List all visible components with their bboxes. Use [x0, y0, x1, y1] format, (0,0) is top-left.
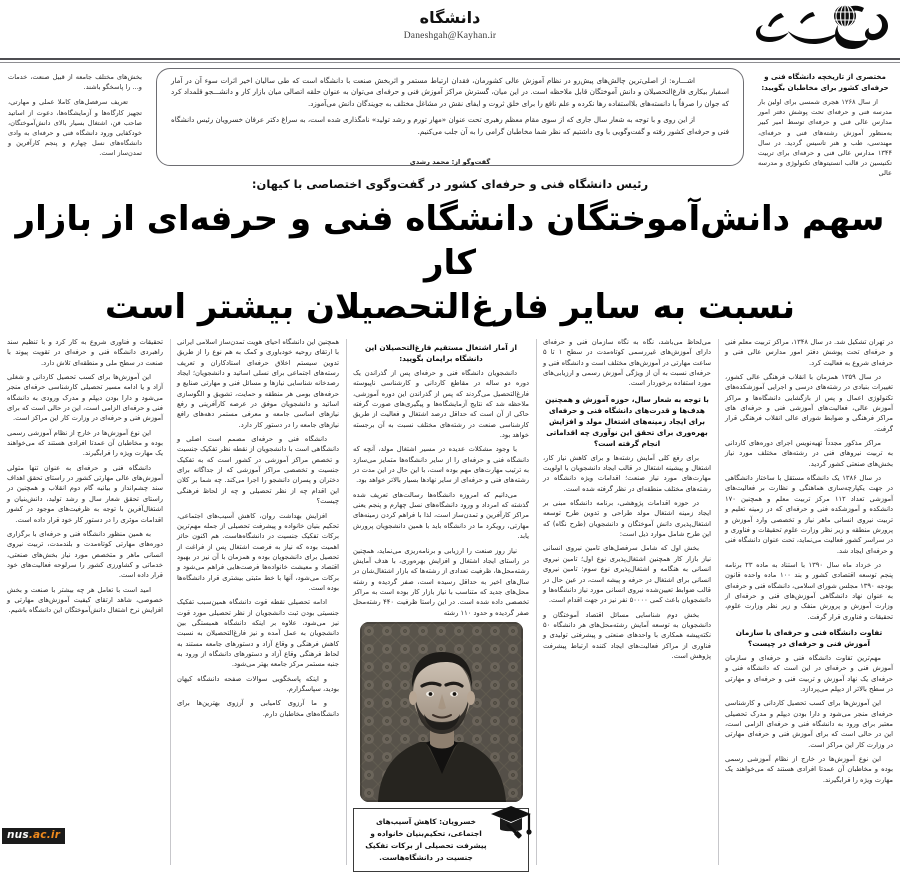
question-heading: با توجه به شعار سال، حوزه آموزش و همچنین هدف‌ها و قدرت‌های دانشگاه فنی و حرفه‌ای برای ایجاد زمینه‌های اشتغال مولد و افزایش بهره‌وری برای تحقق این نوآوری چه اقداماتی انجام گرفته است؟: [545, 394, 709, 448]
top-left-paragraph-2: تعریف سرفصل‌های کاملا عملی و مهارتی، تجهیز کارگاه‌ها و آزمایشگاه‌ها، دعوت از اساتید صاحب فن، اشتغال بسیار بالای دانش‌آموختگان، خودکفایی ورود دانشگاه فنی و حرفه‌ای به وادی دانشگاه‌های نسل چهارم و پنجم کارآفرین و تمدن‌ساز است.: [8, 98, 142, 158]
body-paragraph: برای رفع کلی آمایش رشته‌ها و برای کاهش نیاز کار، اشتغال و پیشینه اشتغال در قالب ایجاد دانشجویان با اولویت مهارت‌های مورد نیاز صنعت؛ اقدامات ویژه دانشگاه در رشته‌های مختلف منطقه‌ای در نظر گرفته شده است.: [543, 453, 711, 493]
body-paragraph: تحقیقات و فناوری شروع به کار کرد و با تنظیم سند راهبردی دانشگاه فنی و حرفه‌ای در تقویت پیوند با صنعت در سطح ملی و منطقه‌ای تلاش دارد.: [7, 338, 163, 367]
body-paragraph: دانشگاه فنی و حرفه‌ای به عنوان تنها متولی آموزش‌های عالی مهارتی کشور در راستای تحقق اهداف سند چشم‌انداز و بیانیه گام دوم انقلاب و همچنین در راستای تحقق شعار سال و رشد تولید، دانش‌بنیان و اشتغال‌آفرین با توجه به ظرفیت‌های موجود در کشور اقدامات موثری را در دستور کار خود قرار داده است.: [7, 463, 163, 524]
article-column-4: [170, 337, 346, 875]
body-paragraph: این آموزش‌ها برای کسب تحصیل کاردانی و شغلی آزاد و یا ادامه مسیر تحصیلی کارشناسی حرفه‌ای منجر می‌شود و دارا بودن دیپلم و مدرک ورودی به دانشگاه فنی و حرفه‌ای الزامی است، این در حالی است که برای آموزش فنی و حرفه‌ای در وزارت کار این مراکز است.: [7, 373, 163, 423]
article-headline: [0, 197, 900, 329]
site-watermark: [2, 828, 65, 844]
body-paragraph: در سال ۱۳۸۶ یک دانشگاه مستقل با ساختار دانشگاهی در جهت یکپارچه‌سازی هماهنگی و نظارت بر فعالیت‌های آموزشی تعداد ۱۱۲ مرکز تربیت معلم و همچنین ۱۷۰ دانشکده و آموزشکده فنی و حرفه‌ای که در زمینه تعلیم و تربیت نیروی انسانی ماهر نیاز و تخصصی وارد آموزش و پرورش منطقه و زیر نظر وزارت علوم تحقیقات و فناوری و در سراسر کشور فعالیت می‌نماید، تحت عنوان دانشگاه فنی و حرفه‌ای ایجاد شد.: [725, 474, 893, 555]
body-paragraph: مراکز مذکور مجدداً تهیه‌نویس اجرای دوره‌های کاردانی به تربیت نیروهای فنی در رشته‌های مختلف مورد نیاز بخش‌های صنعتی کشور گردید.: [725, 439, 893, 468]
body-paragraph: بخش دوم شناسایی مسائل اقتصاد آموختگان و دانشجویان به توسعه آمایش رشته‌محل‌های هر دانشگاه ۵۰ نکته‌پیشه همکاری با واحدهای صنعتی و پیشرفتی تولیدی و فناوری از مراکز فعالیت‌های ایجاد کننده ارتباط پیشرفت پژوهش است.: [543, 610, 711, 660]
question-heading: تفاوت دانشگاه فنی و حرفه‌ای با سازمان آموزش فنی و حرفه‌ای در چیست؟: [735, 627, 883, 648]
lead-paragraph-1: اشـــاره: از اصلی‌ترین چالش‌های پیش‌رو در نظام آموزش عالی کشورمان، فقدان ارتباط مستمر و اثربخش صنعت با دانشگاه است که طی سالیان اخیر اثرات سوء آن در آمار اسفبار بیکاری فارغ‌التحصیلان و دانش آموختگان قابل ملاحظه است. در این میان، گسترش مراکز آموزش فنی و حرفه‌ای می‌توان به عنوان حلقه اتصالی میان بازار کار و دانشـــجو قلمداد کرد که جوان را صرفاً با دانسته‌های بلااستفاده رها نکرده و علم نافع را برای خلق ثروت و ایفای نقش در مشاغل مختلف به جویندگان دانش می‌آموزد.: [171, 76, 729, 108]
pull-quote-text: خسرویان: کاهش آسیب‌های اجتماعی، تحکیم‌بنیان خانواده و پیشرفت تحصیلی از برکات تفکیک جنسیت در دانشگاه‌هاست.: [365, 816, 487, 862]
body-paragraph: می‌لحاظ می‌باشد، نگاه به نگاه سازمان فنی و حرفه‌ای دارای آموزش‌های غیررسمی کوتاه‌مدت در سطح ۱ تا ۵ ساعت مهارتی در آموزش‌های مختلف است و دانشگاه فنی و حرفه‌ای نسبت به آن از ویژگی آموزش رسمی و ارزیابی‌های مورد استفاده برخوردار است.: [543, 338, 711, 388]
portrait-photo: [360, 622, 523, 802]
article-column-5: [0, 337, 170, 875]
body-paragraph: دانشگاه فنی و حرفه‌ای مصمم است اصلی و دانشگاهی است با دانشجویان از نقطه نظر تفکیک جنسیت و تخصص مراکز آموزشی در کشور است که به تفکیک جنسیت و تخصصی مراکز آموزشی که از جداگانه برای دختران و پسران دانشجو را اجرا می‌کند. چه شما بر کلان این اقدام چه از نظر تحصیلی و چه از لحاظ فرهنگی چیست؟: [177, 435, 339, 506]
article-kicker: رئیس دانشگاه فنی و حرفه‌ای کشور در گفت‌وگوی اختصاصی با کیهان:: [251, 177, 649, 191]
body-paragraph: مهم‌ترین تفاوت دانشگاه فنی و حرفه‌ای و سازمان آموزش فنی و حرفه‌ای در این است که دانشگاه فنی و حرفه‌ای یک نهاد آموزش و تربیت فنی و حرفه‌ای و مهارتی در سطح بالاتر از دیپلم می‌پردازد.: [725, 653, 893, 693]
lead-box: [156, 68, 744, 166]
body-paragraph: در سال ۱۳۵۹ همزمان با انقلاب فرهنگی عالی کشور، تغییرات بنیادی در رشته‌های درسی و اجرایی آموزشکده‌های تکنولوژی اعمال و پس از بازگشایی دانشگاه‌ها و مراکز آموزش عالی، فعالیت‌های آموزشی فنی و حرفه‌ای های مراکز فرهنگی و ضوابط شورای عالی انقلاب فرهنگی قرار گرفت.: [725, 373, 893, 433]
page-title: دانشگاه: [419, 8, 481, 27]
body-paragraph: با وجود مشکلات عدیده در مسیر اشتغال مولد، آنچه که دانشگاه فنی و حرفه‌ای را از سایر دانشگاه‌ها متمایز می‌سازد به ترتیب مهارت‌های مهم بوده است، با این حال در این مدت در رشته‌های فنی و حرفه‌ای از سایر نهادها بسیار بالاتر خواهد بود.: [353, 445, 529, 485]
kayhan-logo: [742, 2, 892, 56]
body-paragraph: در حوزه اقدامات پژوهشی، برنامه دانشگاه مبنی بر ایجاد زمینه اشتغال مولد طراحی و تدوین طرح توسعه اشتغال‌پذیری دانش آموختگان و دانشجویان (طرح نگاه) که این طرح شامل موارد ذیل است:: [543, 499, 711, 539]
body-paragraph: می‌دانیم که امروزه دانشگاه‌ها رسالت‌های تعریف شده گذشته که امرداد و ورود دانشگاه‌های نسل چهارم و پنجم یعنی مراکز کارآفرین و تمدن‌ساز است، لذا با فراهم کردن زمینه‌های مهارتی، رویکرد ما در دانشگاه باید با همین دانشجویان پرورش یابد.: [353, 490, 529, 541]
body-paragraph: در خرداد ماه سال ۱۳۹۰ با استناد به ماده ۲۳ برنامه پنجم توسعه اقتصادی کشور و بند ۱۰۰ ماده واحده قانون بودجه ۱۳۹۰ مجلس شورای اسلامی، دانشگاه فنی و حرفه‌ای به عنوان نهاد دانشگاهی آموزش‌های فنی و حرفه‌ای از وزارت آموزش و پرورش منفک و زیر نظر وزارت علوم، تحقیقات و فناوری قرار گرفت.: [725, 560, 893, 621]
article-column-2: [536, 337, 718, 875]
body-paragraph: به همین منظور دانشگاه فنی و حرفه‌ای با برگزاری دوره‌های مهارتی کوتاه‌مدت و بلندمدت، تربیت نیروی انسانی ماهر و متخصص مورد نیاز بخش‌های صنعتی، خدماتی و کشاورزی کشور را سرلوحه فعالیت‌های خود قرار داده است.: [7, 529, 163, 580]
top-right-column: [750, 68, 900, 178]
watermark-text-light: nus: [7, 829, 29, 841]
article-column-3: [346, 337, 536, 875]
body-paragraph: همچنین این دانشگاه احیای هویت تمدن‌ساز اسلامی ایرانی با ارتقای روحیه خودباوری و کمک به هم نوع را از طریق تدوین سیستم اخلاق حرفه‌ای استادکاران و تعریف رسته‌های اجتماعی برای نسلی اساتید و دانشجویان؛ ایجاد رصدخانه شناسایی نیازها و مسائل فنی و مهارتی صنایع و حرفه‌های بومی هر منطقه و حمایت، تشویق و الگوسازی اساتید و دانشجویان موفق در عرصه کارآفرینی و رفع نیازهای اساسی جامعه و معرفی مستمر دهه‌های رافع نیازهای جامعه را در دستور کار دارد.: [177, 338, 339, 429]
body-paragraph: این نوع آموزش‌ها در خارج از نظام آموزشی رسمی بوده و مخاطبان آن عمدتا افرادی هستند که می‌خواهند یک مهارت ویژه را فرابگیرند.: [7, 428, 163, 458]
body-paragraph: بخش اول که شامل سرفصل‌های تامین نیروی انسانی نیاز بازار کار همچنین اشتغال‌پذیری نوع اول؛ تامین نیروی انسانی به هنگامه و اشتغال‌پذیری نوع سوم: تامین نیروی انسانی برای اشتغال در حرفه و پیشه است، در عین حال در قالب ضوابط تعیین‌شده نیروی انسانی مورد نیاز دانشگاه‌ها و دانشجویان باعث کمی ۵۰۰۰۰ نفر نیز در جهت اقدام است.: [543, 544, 711, 605]
body-paragraph: امید است با تعامل هر چه بیشتر با صنعت و بخش خصوصی، شاهد ارتقای کیفیت آموزش‌های مهارتی و افزایش نرخ اشتغال دانش‌آموختگان این دانشگاه باشیم.: [7, 585, 163, 615]
lead-wrapper: [150, 68, 750, 173]
body-paragraph: این نوع آموزش‌ها در خارج از نظام آموزشی رسمی بوده و مخاطبان آن عمدتا افرادی هستند که می‌خواهند یک مهارت ویژه را فرابگیرند.: [725, 755, 893, 784]
article-column-1: [718, 337, 900, 875]
body-paragraph: دانشجویان دانشگاه فنی و حرفه‌ای پس از گذراندن یک دوره دو ساله در مقاطع کاردانی و کارشناسی ناپیوسته فارغ‌التحصیل می‌گردند که پس از گذراندن این دوره آموزشی، ملاحظه شد که نتایج آزمایشگاه‌ها و پیگیری‌های صورت گرفته حاکی از آن است که حداقل درصد اشتغال و فعالیت از طریق کارشناسی صنعت در رشته‌های مختلف نسبت به آن برجسته خواهد بود.: [353, 369, 529, 440]
watermark-text-accent: .ac.ir: [28, 829, 61, 841]
body-paragraph: و ما آرزوی کامیابی و آرزوی بهترین‌ها برای دانشگاه‌های مخاطبان دارم.: [177, 699, 339, 718]
section-email: Daneshgah@Kayhan.ir: [403, 31, 497, 41]
body-paragraph: ادامه تحصیلی نقطه قوت دانشگاه همین‌سبب تفکیک جنسیتی بودن ثبت دانشجویان از نظر تحصیلی مورد قوت نیز می‌شود، علاوه بر اینکه دانشگاه همبستگی بین دانشجویان به عمل آمده و نیز فارغ‌التحصیلان به نسبت کاهش فرهنگی و وقاع آزاد و دستورهای جامعه مستند به لحاظ فرهنگی وقاع آزاد و دستورهای دانشگاه از ورود به جنبه مستمر مرکز جامعه بهتر می‌شود.: [177, 598, 339, 669]
body-paragraph: این آموزش‌ها برای کسب تحصیل کاردانی و کارشناسی حرفه‌ای منجر می‌شود و دارا بودن دیپلم و مدرک تحصیلی معتبر برای ورود به دانشگاه فنی و حرفه‌ای الزامی است، این در حالی است که برای آموزش فنی و حرفه‌ای مهارتی در وزارت کار این مراکز است.: [725, 699, 893, 749]
top-block: [0, 63, 900, 178]
top-left-paragraph-1: بخش‌های مختلف جامعه از قبیل صنعت، خدمات و... را پاسخگو باشند.: [8, 73, 142, 92]
masthead: [0, 0, 900, 58]
body-paragraph: در تهران تشکیل شد. در سال ۱۳۴۸، مراکز تربیت معلم فنی و حرفه‌ای تحت پوشش دفتر امور مدارس عالی فنی و حرفه‌ای شروع به فعالیت کرد.: [725, 338, 893, 367]
article-body: [0, 337, 900, 875]
lead-credit: گفت‌وگو از: محمد رشدی: [409, 158, 491, 166]
headline-line-1: سهم دانش‌آموختگان دانشگاه فنی و حرفه‌ای از بازار کار: [15, 199, 885, 283]
lead-paragraph-2: از این روی و با توجه به شعار سال جاری که از سوی مقام معظم رهبری تحت عنوان «مهار تورم و رشد تولید» نامگذاری شده است، به سراغ دکتر عرفان خسرویان رئیس دانشگاه فنی و حرفه‌ای کشور رفته و گفت‌وگویی با وی داشتیم که نظر شما مخاطبان گرامی را به آن جلب می‌کنیم.: [171, 115, 729, 136]
headline-line-2: نسبت به سایر فارغ‌التحصیلان بیشتر است: [104, 287, 796, 327]
body-paragraph: افزایش بهداشت روان، کاهش آسیب‌های اجتماعی، تحکیم بنیان خانواده و پیشرفت تحصیلی از جمله مهم‌ترین برکات تفکیک جنسیت در دانشگاه‌هاست. هم اکنون حائز اهمیت بوده که نیاز به فرصت اشتغال پس از فراغت از تحصیل برای دانشجویان بوده و همزمان با آن نیز در بهبود اقتصاد و معیشت خانواده‌ها فرصت‌هایی فراهم می‌شود و برکات می‌شود، آنها با خط مثبتی بیشتری قرار دانشگاه‌ها بوده است.: [177, 511, 339, 592]
pull-quote: [353, 808, 529, 872]
body-paragraph: و اینکه پاسخگویی سوالات صفحه دانشگاه کیهان بودید، سپاسگزارم.: [177, 674, 339, 693]
question-heading: از آمار اشتغال مستقیم فارغ‌التحصیلان این دانشگاه برایمان بگویید:: [364, 343, 517, 363]
top-left-column: [0, 68, 150, 173]
body-paragraph: نیاز روز صنعت را ارزیابی و برنامه‌ریزی می‌نماید، همچنین در راستای ایجاد اشتغال و افزایش بهره‌وری، با هدف آمایش رشته‌محل‌ها، ظرفیت تعدادی از رشته‌ها که بازار اشتغال‌شان در سال‌های اخیر به حداقل رسیده است، صفر گردیده و رشته محل‌های جدید که متناسب با نیاز بازار کار بوده است به مراکز تخصصی داده شده است. در این راستا ظرفیت ۴۴۰ رشته‌محل صفر گردیده و حدود ۱۱۰ رشته: [353, 546, 529, 617]
graduation-cap-icon: [488, 801, 534, 841]
top-right-paragraph: از سال ۱۲۶۸ هجری شمسی برای اولین بار مدرسه فنی و حرفه‌ای تحت پوشش دفتر امور مدارس عالی فنی و حرفه‌ای توسط امیر کبیر به‌منظور آموزش رشته‌های فنی و حرفه‌ای، مهندسی، طب و هنر تاسیس گردید. در سال ۱۳۴۴ مدارس عالی فنی و حرفه‌ای برای تربیت تکنیسین در قالب انستیتوهای تکنولوژی و مدرسه عالی: [758, 98, 892, 178]
top-right-heading: مختصری از تاریخچه دانشگاه فنی و حرفه‌ای کشور برای مخاطبان بگویید:: [761, 72, 889, 92]
